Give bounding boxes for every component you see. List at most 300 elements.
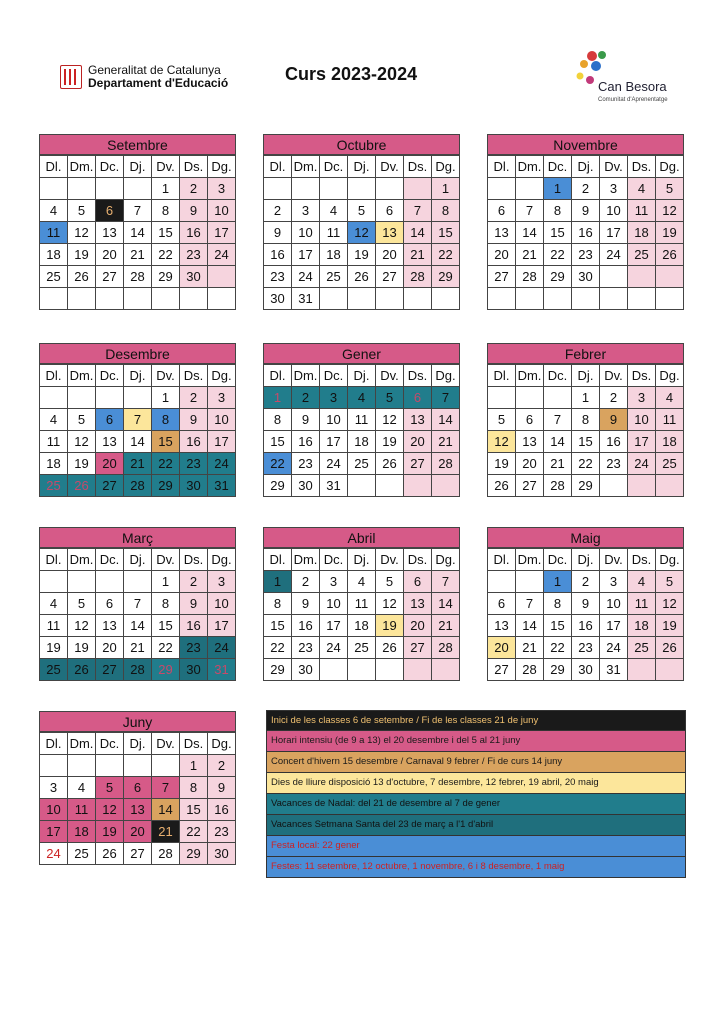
day-cell: 22 [180,821,208,843]
institution-header [60,64,228,90]
day-cell: 1 [264,571,292,593]
day-cell: 10 [208,409,236,431]
day-cell: 18 [348,615,376,637]
day-cell: 24 [292,266,320,288]
day-cell: 16 [600,431,628,453]
day-cell: 28 [124,659,152,681]
weekday-header: Dg. [432,156,460,178]
day-cell: 6 [488,200,516,222]
weekday-header: Dv. [600,365,628,387]
month-grid [39,155,236,310]
day-cell: 4 [628,178,656,200]
day-cell: 17 [600,222,628,244]
empty-cell [516,571,544,593]
day-cell: 22 [432,244,460,266]
day-cell: 20 [376,244,404,266]
day-cell: 26 [68,475,96,497]
day-cell: 23 [180,244,208,266]
empty-cell [68,571,96,593]
day-cell: 2 [180,178,208,200]
day-cell: 22 [152,453,180,475]
day-cell: 31 [208,475,236,497]
day-cell: 25 [348,637,376,659]
day-cell: 21 [404,244,432,266]
day-cell: 27 [376,266,404,288]
day-cell: 31 [320,475,348,497]
day-cell: 10 [628,409,656,431]
day-cell: 5 [68,593,96,615]
day-cell: 28 [404,266,432,288]
empty-cell [152,755,180,777]
day-cell: 6 [376,200,404,222]
day-cell: 24 [600,637,628,659]
day-cell: 6 [404,387,432,409]
day-cell: 10 [208,200,236,222]
day-cell: 11 [40,615,68,637]
day-cell: 17 [320,431,348,453]
day-cell: 11 [40,431,68,453]
empty-cell [544,387,572,409]
empty-cell [40,571,68,593]
weekday-header: Dl. [488,365,516,387]
day-cell: 10 [208,593,236,615]
weekday-header: Dj. [572,365,600,387]
weekday-header: Dc. [544,365,572,387]
legend-item: Inici de les classes 6 de setembre / Fi de les classes 21 de juny [266,710,686,731]
weekday-header: Ds. [404,549,432,571]
day-cell: 28 [544,475,572,497]
legend-item: Horari intensiu (de 9 a 13) el 20 desembre i del 5 al 21 juny [266,731,686,752]
day-cell: 24 [208,244,236,266]
day-cell: 8 [544,200,572,222]
day-cell: 20 [404,615,432,637]
weekday-header: Dl. [264,549,292,571]
weekday-header: Dm. [516,156,544,178]
weekday-header: Dc. [320,365,348,387]
empty-cell [432,475,460,497]
day-cell: 19 [40,637,68,659]
day-cell: 23 [292,453,320,475]
day-cell: 4 [320,200,348,222]
weekday-header: Dg. [656,156,684,178]
weekday-header: Ds. [180,365,208,387]
weekday-header: Ds. [180,549,208,571]
day-cell: 1 [180,755,208,777]
empty-cell [348,659,376,681]
day-cell: 11 [68,799,96,821]
empty-cell [96,387,124,409]
day-cell: 1 [152,178,180,200]
day-cell: 19 [376,615,404,637]
day-cell: 23 [292,637,320,659]
day-cell: 23 [180,637,208,659]
day-cell: 9 [572,200,600,222]
day-cell: 15 [544,222,572,244]
day-cell: 13 [96,431,124,453]
day-cell: 26 [348,266,376,288]
day-cell: 14 [124,431,152,453]
day-cell: 15 [264,615,292,637]
day-cell: 1 [544,571,572,593]
month-title: Abril [263,527,460,548]
empty-cell [292,178,320,200]
weekday-header: Dm. [68,549,96,571]
day-cell: 16 [572,615,600,637]
weekday-header: Dj. [348,365,376,387]
legend-item: Vacances Setmana Santa del 23 de març a l'1 d'abril [266,815,686,836]
day-cell: 2 [572,178,600,200]
day-cell: 4 [40,200,68,222]
empty-cell [124,178,152,200]
month-febrer [487,343,684,497]
day-cell: 18 [68,821,96,843]
empty-cell [208,288,236,310]
day-cell: 5 [348,200,376,222]
empty-cell [628,475,656,497]
day-cell: 12 [68,222,96,244]
day-cell: 16 [180,222,208,244]
empty-cell [600,288,628,310]
day-cell: 8 [152,593,180,615]
legend [266,710,686,878]
day-cell: 1 [544,178,572,200]
day-cell: 18 [656,431,684,453]
weekday-header: Dc. [96,549,124,571]
day-cell: 17 [292,244,320,266]
empty-cell [40,288,68,310]
day-cell: 10 [320,409,348,431]
day-cell: 24 [320,637,348,659]
day-cell: 2 [264,200,292,222]
day-cell: 25 [40,659,68,681]
weekday-header: Dl. [264,365,292,387]
legend-item: Dies de lliure disposició 13 d'octubre, 7 desembre, 12 febrer, 19 abril, 20 maig [266,773,686,794]
month-grid [263,548,460,681]
day-cell: 13 [404,593,432,615]
day-cell: 27 [96,475,124,497]
month-grid [39,364,236,497]
day-cell: 26 [96,843,124,865]
empty-cell [404,659,432,681]
day-cell: 18 [628,222,656,244]
weekday-header: Ds. [628,156,656,178]
day-cell: 7 [404,200,432,222]
day-cell: 15 [180,799,208,821]
day-cell: 24 [208,453,236,475]
day-cell: 11 [348,409,376,431]
month-title: Febrer [487,343,684,364]
empty-cell [348,475,376,497]
day-cell: 7 [516,200,544,222]
weekday-header: Ds. [180,733,208,755]
day-cell: 7 [432,571,460,593]
weekday-header: Dl. [40,156,68,178]
day-cell: 12 [376,593,404,615]
day-cell: 12 [656,593,684,615]
day-cell: 23 [572,637,600,659]
day-cell: 1 [432,178,460,200]
day-cell: 19 [68,637,96,659]
month-title: Novembre [487,134,684,155]
day-cell: 3 [600,571,628,593]
day-cell: 27 [404,453,432,475]
day-cell: 25 [628,637,656,659]
day-cell: 3 [208,571,236,593]
day-cell: 22 [152,244,180,266]
day-cell: 14 [404,222,432,244]
empty-cell [628,659,656,681]
weekday-header: Dv. [152,549,180,571]
day-cell: 6 [96,200,124,222]
month-desembre [39,343,236,497]
empty-cell [96,288,124,310]
day-cell: 9 [180,409,208,431]
day-cell: 19 [656,615,684,637]
day-cell: 4 [68,777,96,799]
weekday-header: Dj. [348,549,376,571]
day-cell: 13 [488,222,516,244]
day-cell: 25 [656,453,684,475]
weekday-header: Ds. [628,365,656,387]
empty-cell [68,178,96,200]
weekday-header: Dv. [152,733,180,755]
generalitat-logo-icon [60,65,82,89]
month-juny [39,711,236,865]
day-cell: 11 [628,200,656,222]
weekday-header: Dg. [656,365,684,387]
day-cell: 21 [432,615,460,637]
empty-cell [348,288,376,310]
weekday-header: Dc. [544,549,572,571]
day-cell: 24 [208,637,236,659]
weekday-header: Dl. [488,156,516,178]
day-cell: 14 [544,431,572,453]
day-cell: 17 [40,821,68,843]
day-cell: 30 [264,288,292,310]
school-name: Can Besora [598,79,667,94]
day-cell: 6 [516,409,544,431]
weekday-header: Dj. [124,365,152,387]
day-cell: 7 [124,200,152,222]
weekday-header: Dg. [656,549,684,571]
empty-cell [516,288,544,310]
day-cell: 12 [96,799,124,821]
day-cell: 2 [572,571,600,593]
day-cell: 22 [572,453,600,475]
day-cell: 13 [516,431,544,453]
day-cell: 15 [152,431,180,453]
empty-cell [404,288,432,310]
month-abril [263,527,460,681]
day-cell: 26 [656,637,684,659]
weekday-header: Dc. [96,365,124,387]
day-cell: 21 [516,244,544,266]
empty-cell [656,266,684,288]
weekday-header: Dg. [432,549,460,571]
empty-cell [96,571,124,593]
day-cell: 8 [572,409,600,431]
empty-cell [152,288,180,310]
day-cell: 29 [152,266,180,288]
empty-cell [40,178,68,200]
weekday-header: Dl. [40,549,68,571]
empty-cell [432,288,460,310]
day-cell: 5 [656,571,684,593]
day-cell: 7 [124,409,152,431]
weekday-header: Ds. [628,549,656,571]
day-cell: 21 [124,244,152,266]
month-octubre [263,134,460,310]
weekday-header: Dg. [208,365,236,387]
day-cell: 12 [376,409,404,431]
day-cell: 10 [320,593,348,615]
weekday-header: Dg. [208,156,236,178]
empty-cell [96,755,124,777]
day-cell: 17 [628,431,656,453]
day-cell: 31 [292,288,320,310]
weekday-header: Dg. [432,365,460,387]
day-cell: 4 [348,571,376,593]
day-cell: 19 [96,821,124,843]
day-cell: 13 [96,615,124,637]
day-cell: 30 [180,659,208,681]
day-cell: 11 [40,222,68,244]
month-title: Març [39,527,236,548]
institution-line1: Generalitat de Catalunya [88,63,221,77]
day-cell: 23 [264,266,292,288]
day-cell: 22 [264,637,292,659]
weekday-header: Dv. [600,156,628,178]
month-title: Juny [39,711,236,732]
day-cell: 21 [124,637,152,659]
month-grid [263,364,460,497]
day-cell: 16 [292,431,320,453]
weekday-header: Dj. [124,156,152,178]
day-cell: 15 [572,431,600,453]
empty-cell [68,387,96,409]
day-cell: 15 [544,615,572,637]
empty-cell [376,475,404,497]
day-cell: 10 [292,222,320,244]
day-cell: 28 [432,453,460,475]
day-cell: 9 [180,200,208,222]
empty-cell [488,387,516,409]
empty-cell [488,178,516,200]
day-cell: 14 [516,615,544,637]
month-grid [487,155,684,310]
day-cell: 30 [208,843,236,865]
day-cell: 19 [488,453,516,475]
empty-cell [404,178,432,200]
day-cell: 21 [432,431,460,453]
day-cell: 22 [264,453,292,475]
legend-item: Festa local: 22 gener [266,836,686,857]
day-cell: 27 [488,266,516,288]
day-cell: 6 [124,777,152,799]
weekday-header: Dm. [292,549,320,571]
day-cell: 22 [544,244,572,266]
empty-cell [516,387,544,409]
empty-cell [96,178,124,200]
empty-cell [572,288,600,310]
day-cell: 22 [152,637,180,659]
day-cell: 5 [96,777,124,799]
day-cell: 18 [40,453,68,475]
day-cell: 17 [208,431,236,453]
day-cell: 4 [40,409,68,431]
empty-cell [656,659,684,681]
day-cell: 4 [40,593,68,615]
day-cell: 6 [404,571,432,593]
weekday-header: Dc. [96,733,124,755]
day-cell: 28 [432,637,460,659]
empty-cell [516,178,544,200]
day-cell: 31 [600,659,628,681]
empty-cell [124,755,152,777]
empty-cell [124,288,152,310]
month-title: Octubre [263,134,460,155]
month-title: Setembre [39,134,236,155]
day-cell: 19 [348,244,376,266]
day-cell: 12 [68,615,96,637]
day-cell: 23 [180,453,208,475]
day-cell: 26 [376,453,404,475]
month-title: Maig [487,527,684,548]
day-cell: 2 [292,571,320,593]
day-cell: 16 [572,222,600,244]
day-cell: 28 [124,475,152,497]
day-cell: 21 [516,637,544,659]
day-cell: 14 [152,799,180,821]
day-cell: 25 [320,266,348,288]
weekday-header: Dv. [152,156,180,178]
day-cell: 6 [96,593,124,615]
institution-line2: Departament d'Educació [88,76,229,90]
day-cell: 2 [180,387,208,409]
weekday-header: Dm. [68,156,96,178]
school-subtitle: Comunitat d'Aprenentatge [598,97,668,103]
day-cell: 29 [264,475,292,497]
legend-item: Vacances de Nadal: del 21 de desembre al 7 de gener [266,794,686,815]
day-cell: 11 [628,593,656,615]
empty-cell [376,178,404,200]
day-cell: 7 [124,593,152,615]
day-cell: 28 [516,266,544,288]
weekday-header: Dc. [320,156,348,178]
empty-cell [656,288,684,310]
day-cell: 7 [432,387,460,409]
day-cell: 11 [656,409,684,431]
legend-item: Festes: 11 setembre, 12 octubre, 1 novembre, 6 i 8 desembre, 1 maig [266,857,686,878]
day-cell: 3 [208,178,236,200]
day-cell: 18 [628,615,656,637]
day-cell: 16 [208,799,236,821]
weekday-header: Dv. [376,365,404,387]
day-cell: 26 [68,659,96,681]
weekday-header: Dj. [348,156,376,178]
weekday-header: Dl. [488,549,516,571]
day-cell: 15 [152,222,180,244]
month-gener [263,343,460,497]
day-cell: 3 [208,387,236,409]
day-cell: 27 [488,659,516,681]
day-cell: 14 [124,222,152,244]
day-cell: 11 [348,593,376,615]
day-cell: 12 [488,431,516,453]
empty-cell [544,288,572,310]
day-cell: 24 [320,453,348,475]
weekday-header: Dj. [124,549,152,571]
